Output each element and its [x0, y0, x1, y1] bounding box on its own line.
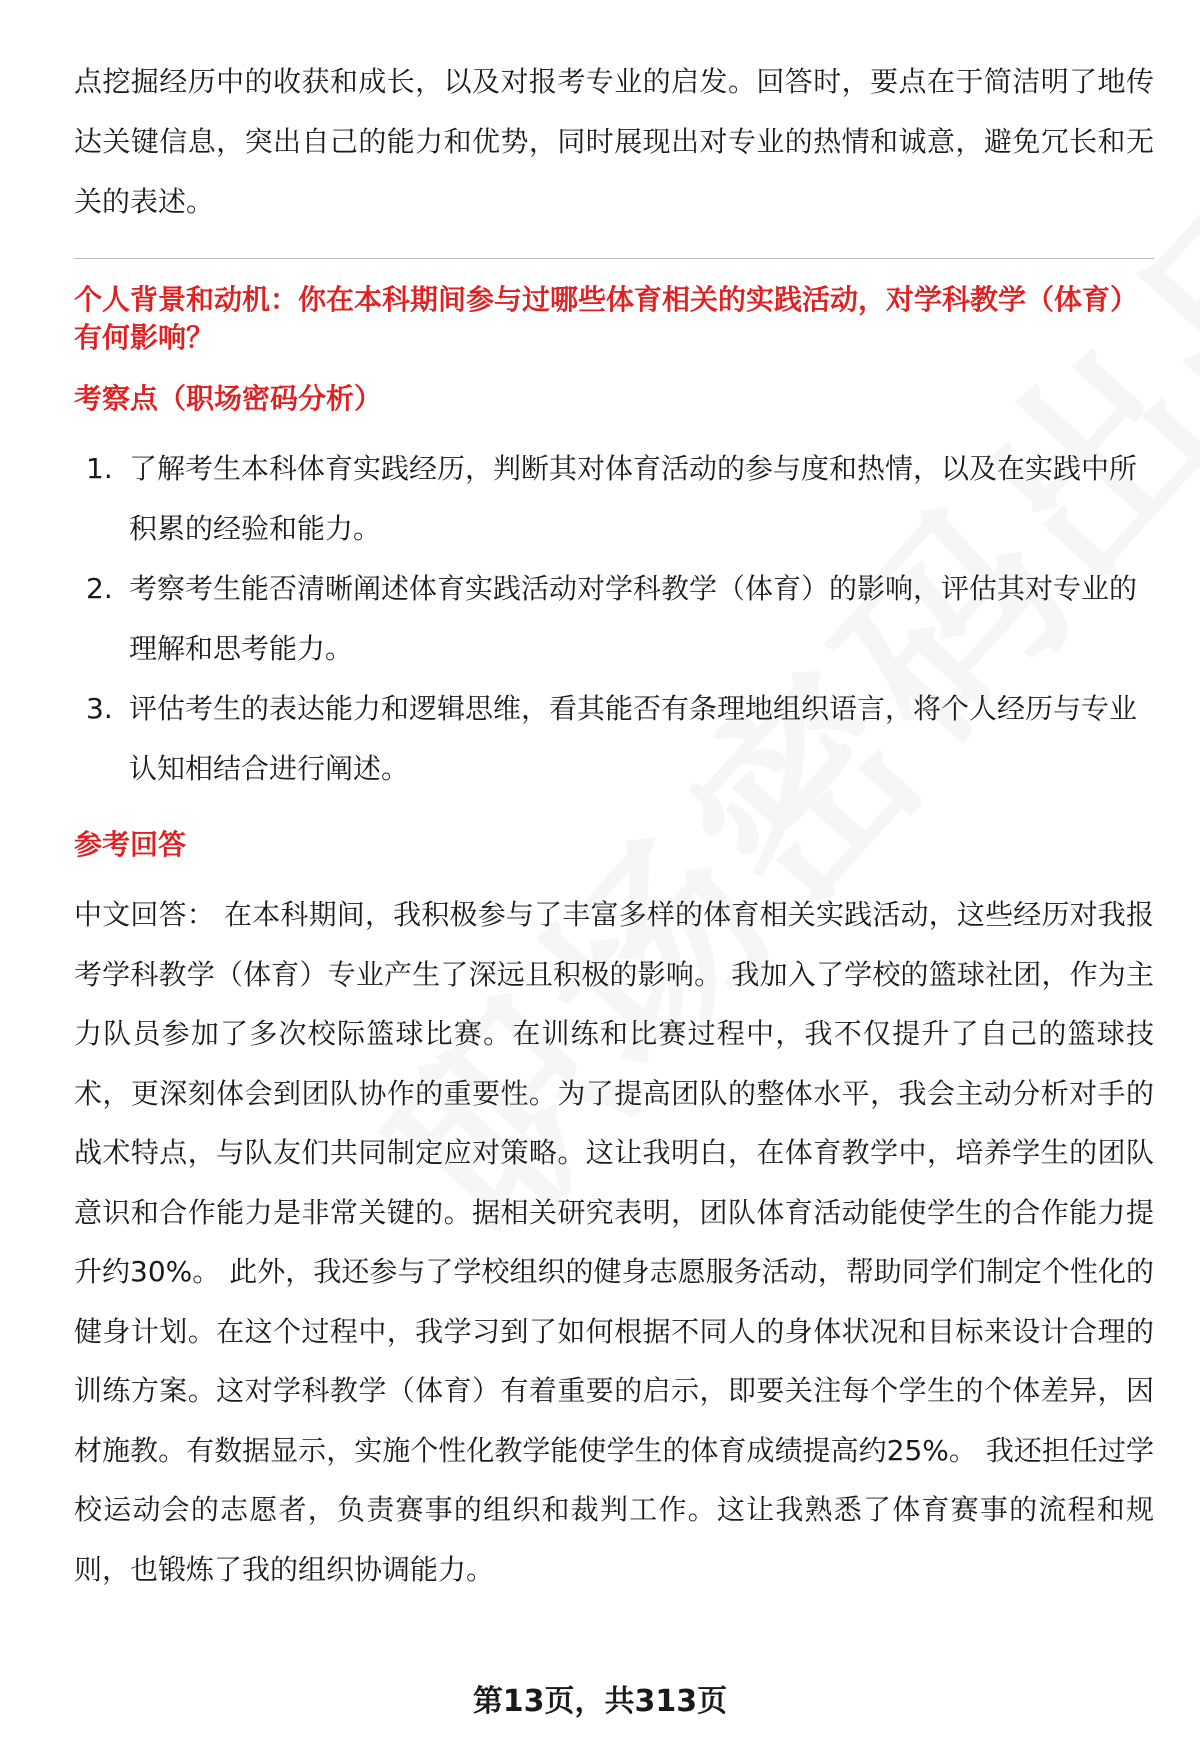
list-item-text: 了解考生本科体育实践经历，判断其对体育活动的参与度和热情，以及在实践中所积累的经验和能力。 [129, 452, 1138, 545]
list-item-text: 评估考生的表达能力和逻辑思维，看其能否有条理地组织语言，将个人经历与专业认知相结合进行阐述。 [129, 692, 1138, 785]
assessment-heading: 考察点（职场密码分析） [74, 382, 383, 415]
page-number: 第13页，共313页 [472, 1684, 728, 1719]
assessment-list [74, 439, 1154, 799]
intro-paragraph: 点挖掘经历中的收获和成长，以及对报考专业的启发。回答时，要点在于简洁明了地传达关键信息，突出自己的能力和优势，同时展现出对专业的热情和诚意，避免冗长和无关的表述。 [74, 65, 1154, 218]
list-number: 1. [86, 452, 113, 485]
answer-paragraph: 中文回答： 在本科期间，我积极参与了丰富多样的体育相关实践活动，这些经历对我报考学科教学（体育）专业产生了深远且积极的影响。 我加入了学校的篮球社团，作为主力队员参加了多次校际篮球比赛。在训练和比赛过程中，我不仅提升了自己的篮球技术，更深刻体会到团队协作的重要性。为了提高团队的整体水平，我会主动分析对手的战术特点，与队友们共同制定应对策略。这让我明白，在体育教学中，培养学生的团队意识和合作能力是非常关键的。据相关研究表明，团队体育活动能使学生的合作能力提升约30%。 此外，我还参与了学校组织的健身志愿服务活动，帮助同学们制定个性化的健身计划。在这个过程中，我学习到了如何根据不同人的身体状况和目标来设计合理的训练方案。这对学科教学（体育）有着重要的启示，即要关注每个学生的个体差异，因材施教。有数据显示，实施个性化教学能使学生的体育成绩提高约25%。 我还担任过学校运动会的志愿者，负责赛事的组织和裁判工作。这让我熟悉了体育赛事的流程和规则，也锻炼了我的组织协调能力。 [74, 898, 1154, 1586]
list-number: 3. [86, 692, 113, 725]
list-item [74, 679, 1154, 799]
list-number: 2. [86, 572, 113, 605]
reference-heading: 参考回答 [74, 828, 187, 861]
question-title: 个人背景和动机：你在本科期间参与过哪些体育相关的实践活动，对学科教学（体育）有何影响？ [74, 283, 1139, 354]
document-page [74, 52, 1154, 1599]
list-item-text: 考察考生能否清晰阐述体育实践活动对学科教学（体育）的影响，评估其对专业的理解和思考能力。 [129, 572, 1138, 665]
list-item [74, 439, 1154, 559]
section-divider [74, 258, 1154, 259]
list-item [74, 559, 1154, 679]
